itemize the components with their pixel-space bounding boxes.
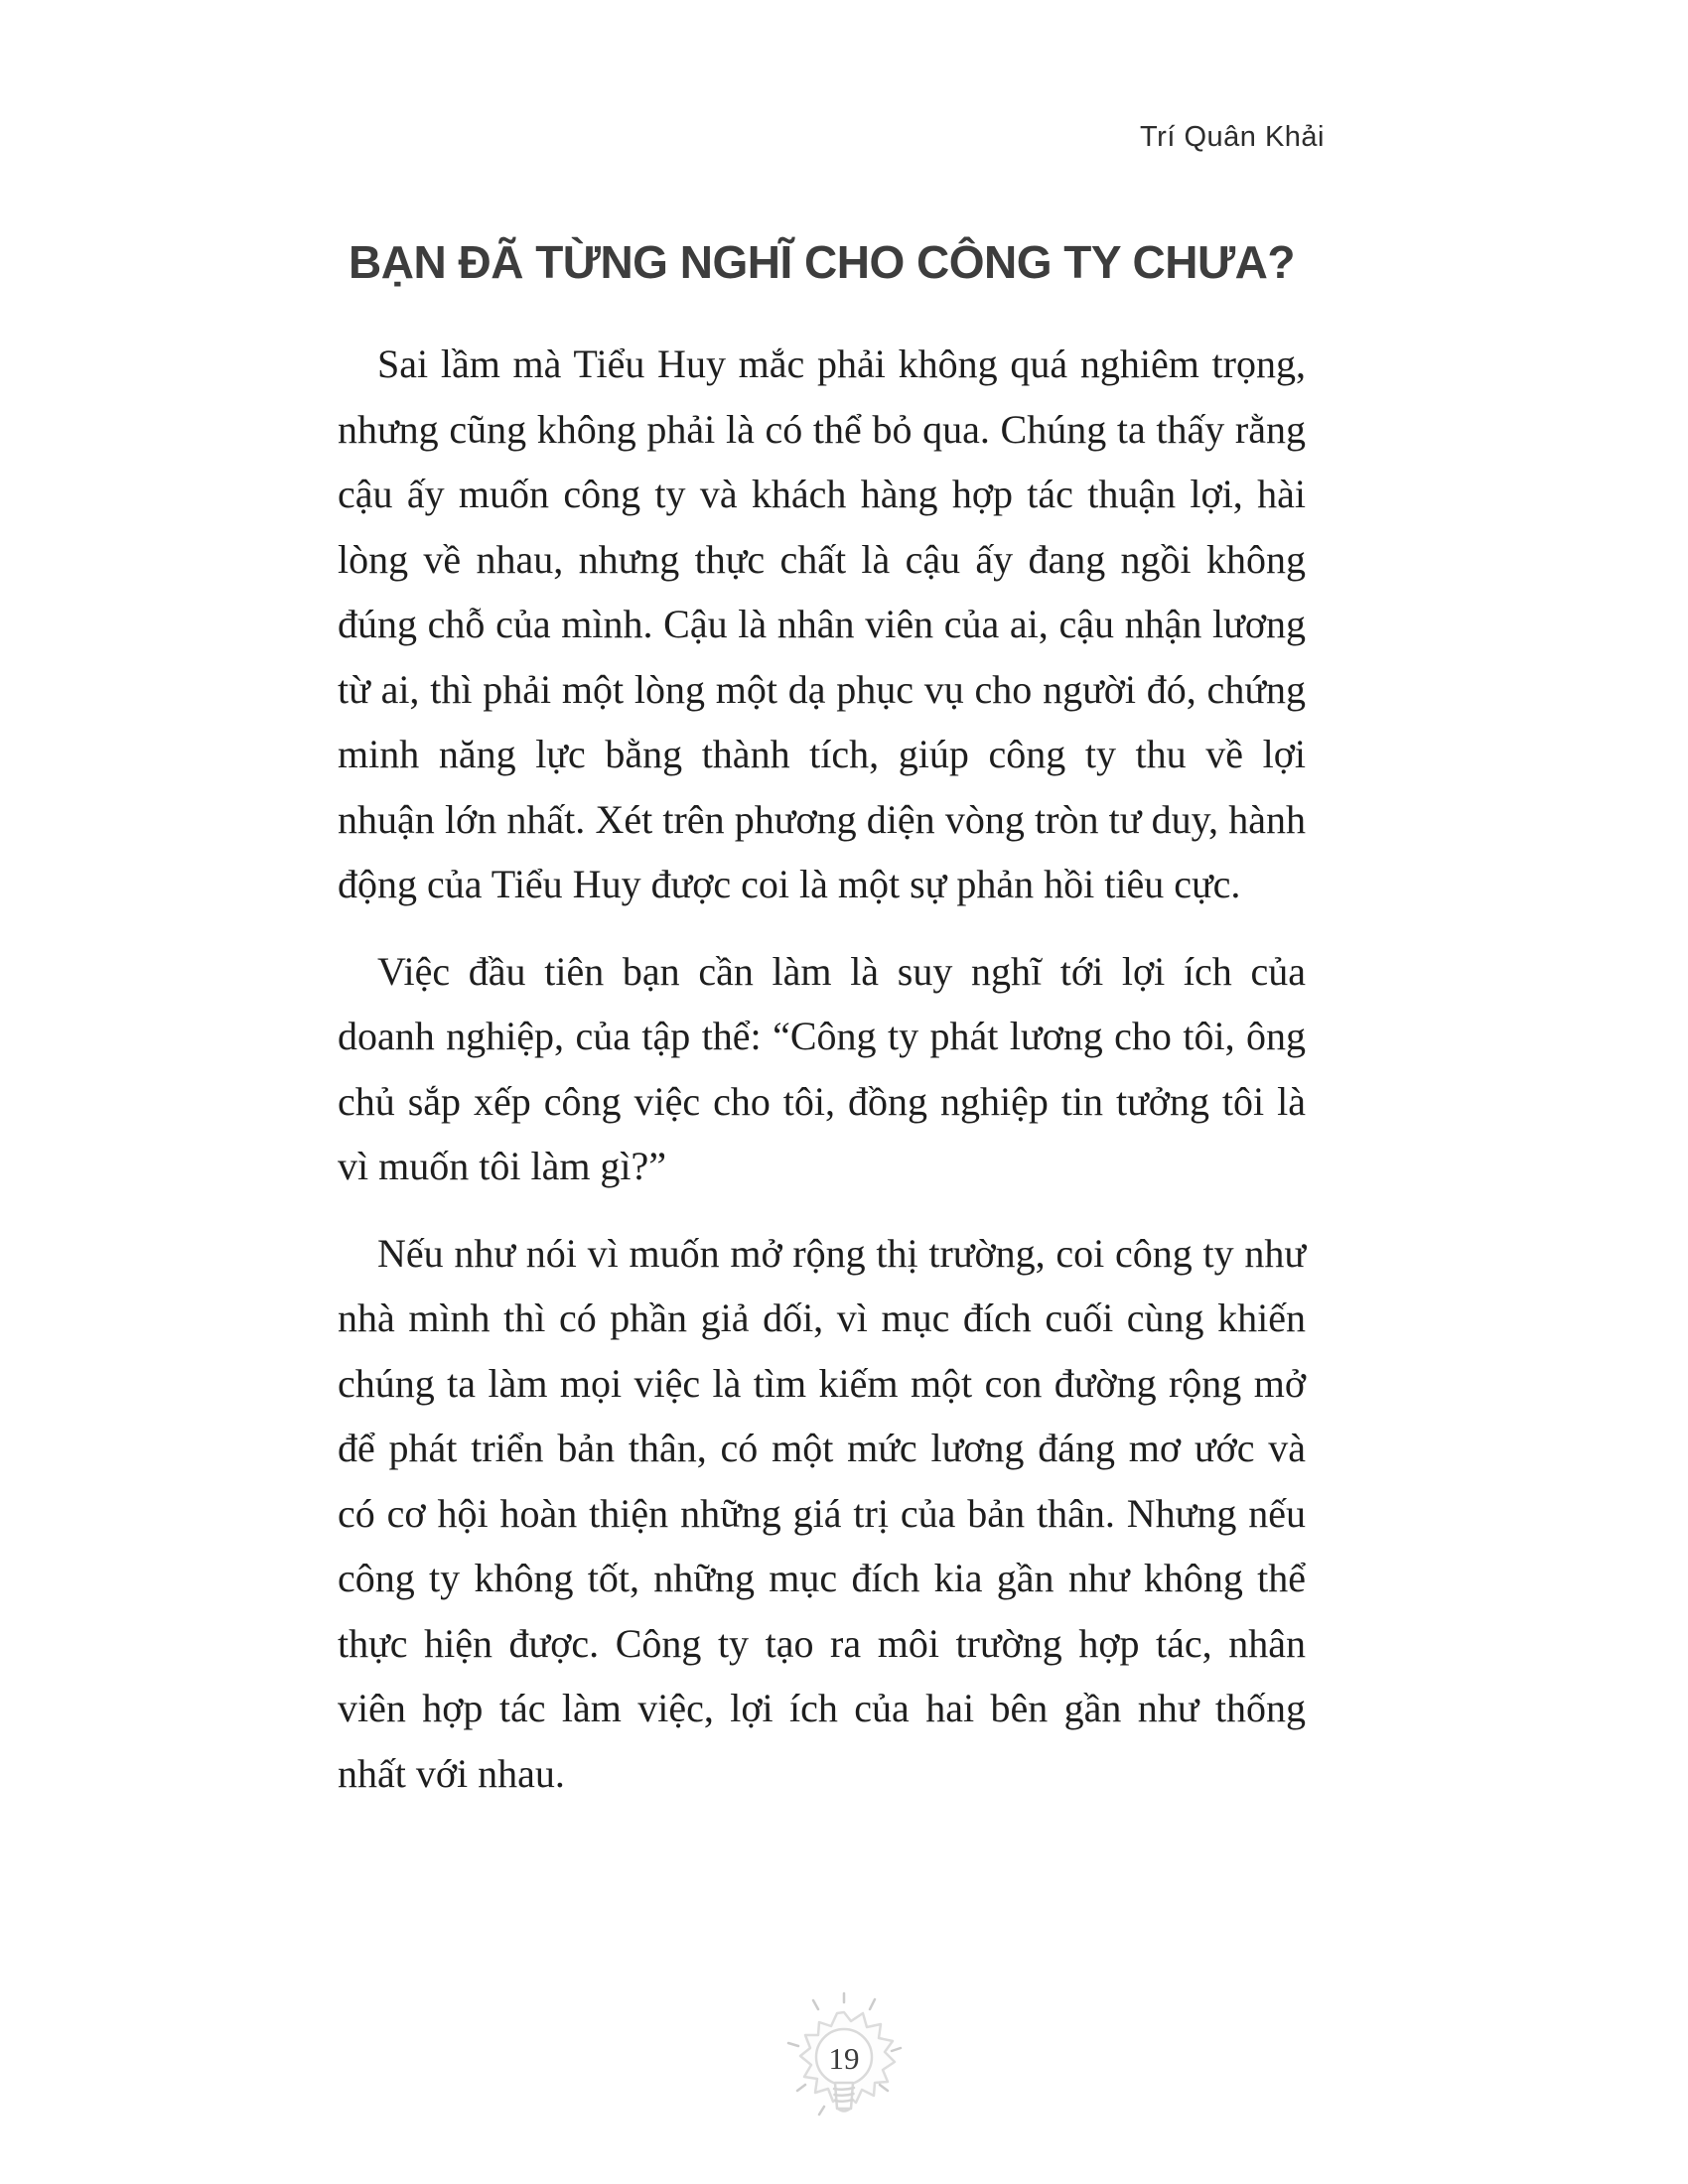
page-content [338, 238, 1306, 1806]
page-number: 19 [828, 2041, 860, 2076]
paragraph-3: Nếu như nói vì muốn mở rộng thị trường, coi công ty như nhà mình thì có phần giả dối, vì mục đích cuối cùng khiến chúng ta làm mọi việc là tìm kiếm một con đường rộng mở để phát triển bản thân, có một mức lương đáng mơ ước và có cơ hội hoàn thiện những giá trị của bản thân. Nhưng nếu công ty không tốt, những mục đích kia gần như không thể thực hiện được. Công ty tạo ra môi trường hợp tác, nhân viên hợp tác làm việc, lợi ích của hai bên gần như thống nhất với nhau. [338, 1230, 1306, 1796]
page-footer [774, 1985, 914, 2144]
running-header: Trí Quân Khải [1140, 121, 1325, 153]
chapter-title: BẠN ĐÃ TỪNG NGHĨ CHO CÔNG TY CHƯA? [349, 236, 1295, 288]
paragraph-1: Sai lầm mà Tiểu Huy mắc phải không quá nghiêm trọng, nhưng cũng không phải là có thể bỏ qua. Chúng ta thấy rằng cậu ấy muốn công ty và khách hàng hợp tác thuận lợi, hài lòng về nhau, nhưng thực chất là cậu ấy đang ngồi không đúng chỗ của mình. Cậu là nhân viên của ai, cậu nhận lương từ ai, thì phải một lòng một dạ phục vụ cho người đó, chứng minh năng lực bằng thành tích, giúp công ty thu về lợi nhuận lớn nhất. Xét trên phương diện vòng tròn tư duy, hành động của Tiểu Huy được coi là một sự phản hồi tiêu cực. [338, 341, 1306, 906]
paragraph-2: Việc đầu tiên bạn cần làm là suy nghĩ tới lợi ích của doanh nghiệp, của tập thể: “Công ty phát lương cho tôi, ông chủ sắp xếp công việc cho tôi, đồng nghiệp tin tưởng tôi là vì muốn tôi làm gì?” [338, 948, 1306, 1188]
